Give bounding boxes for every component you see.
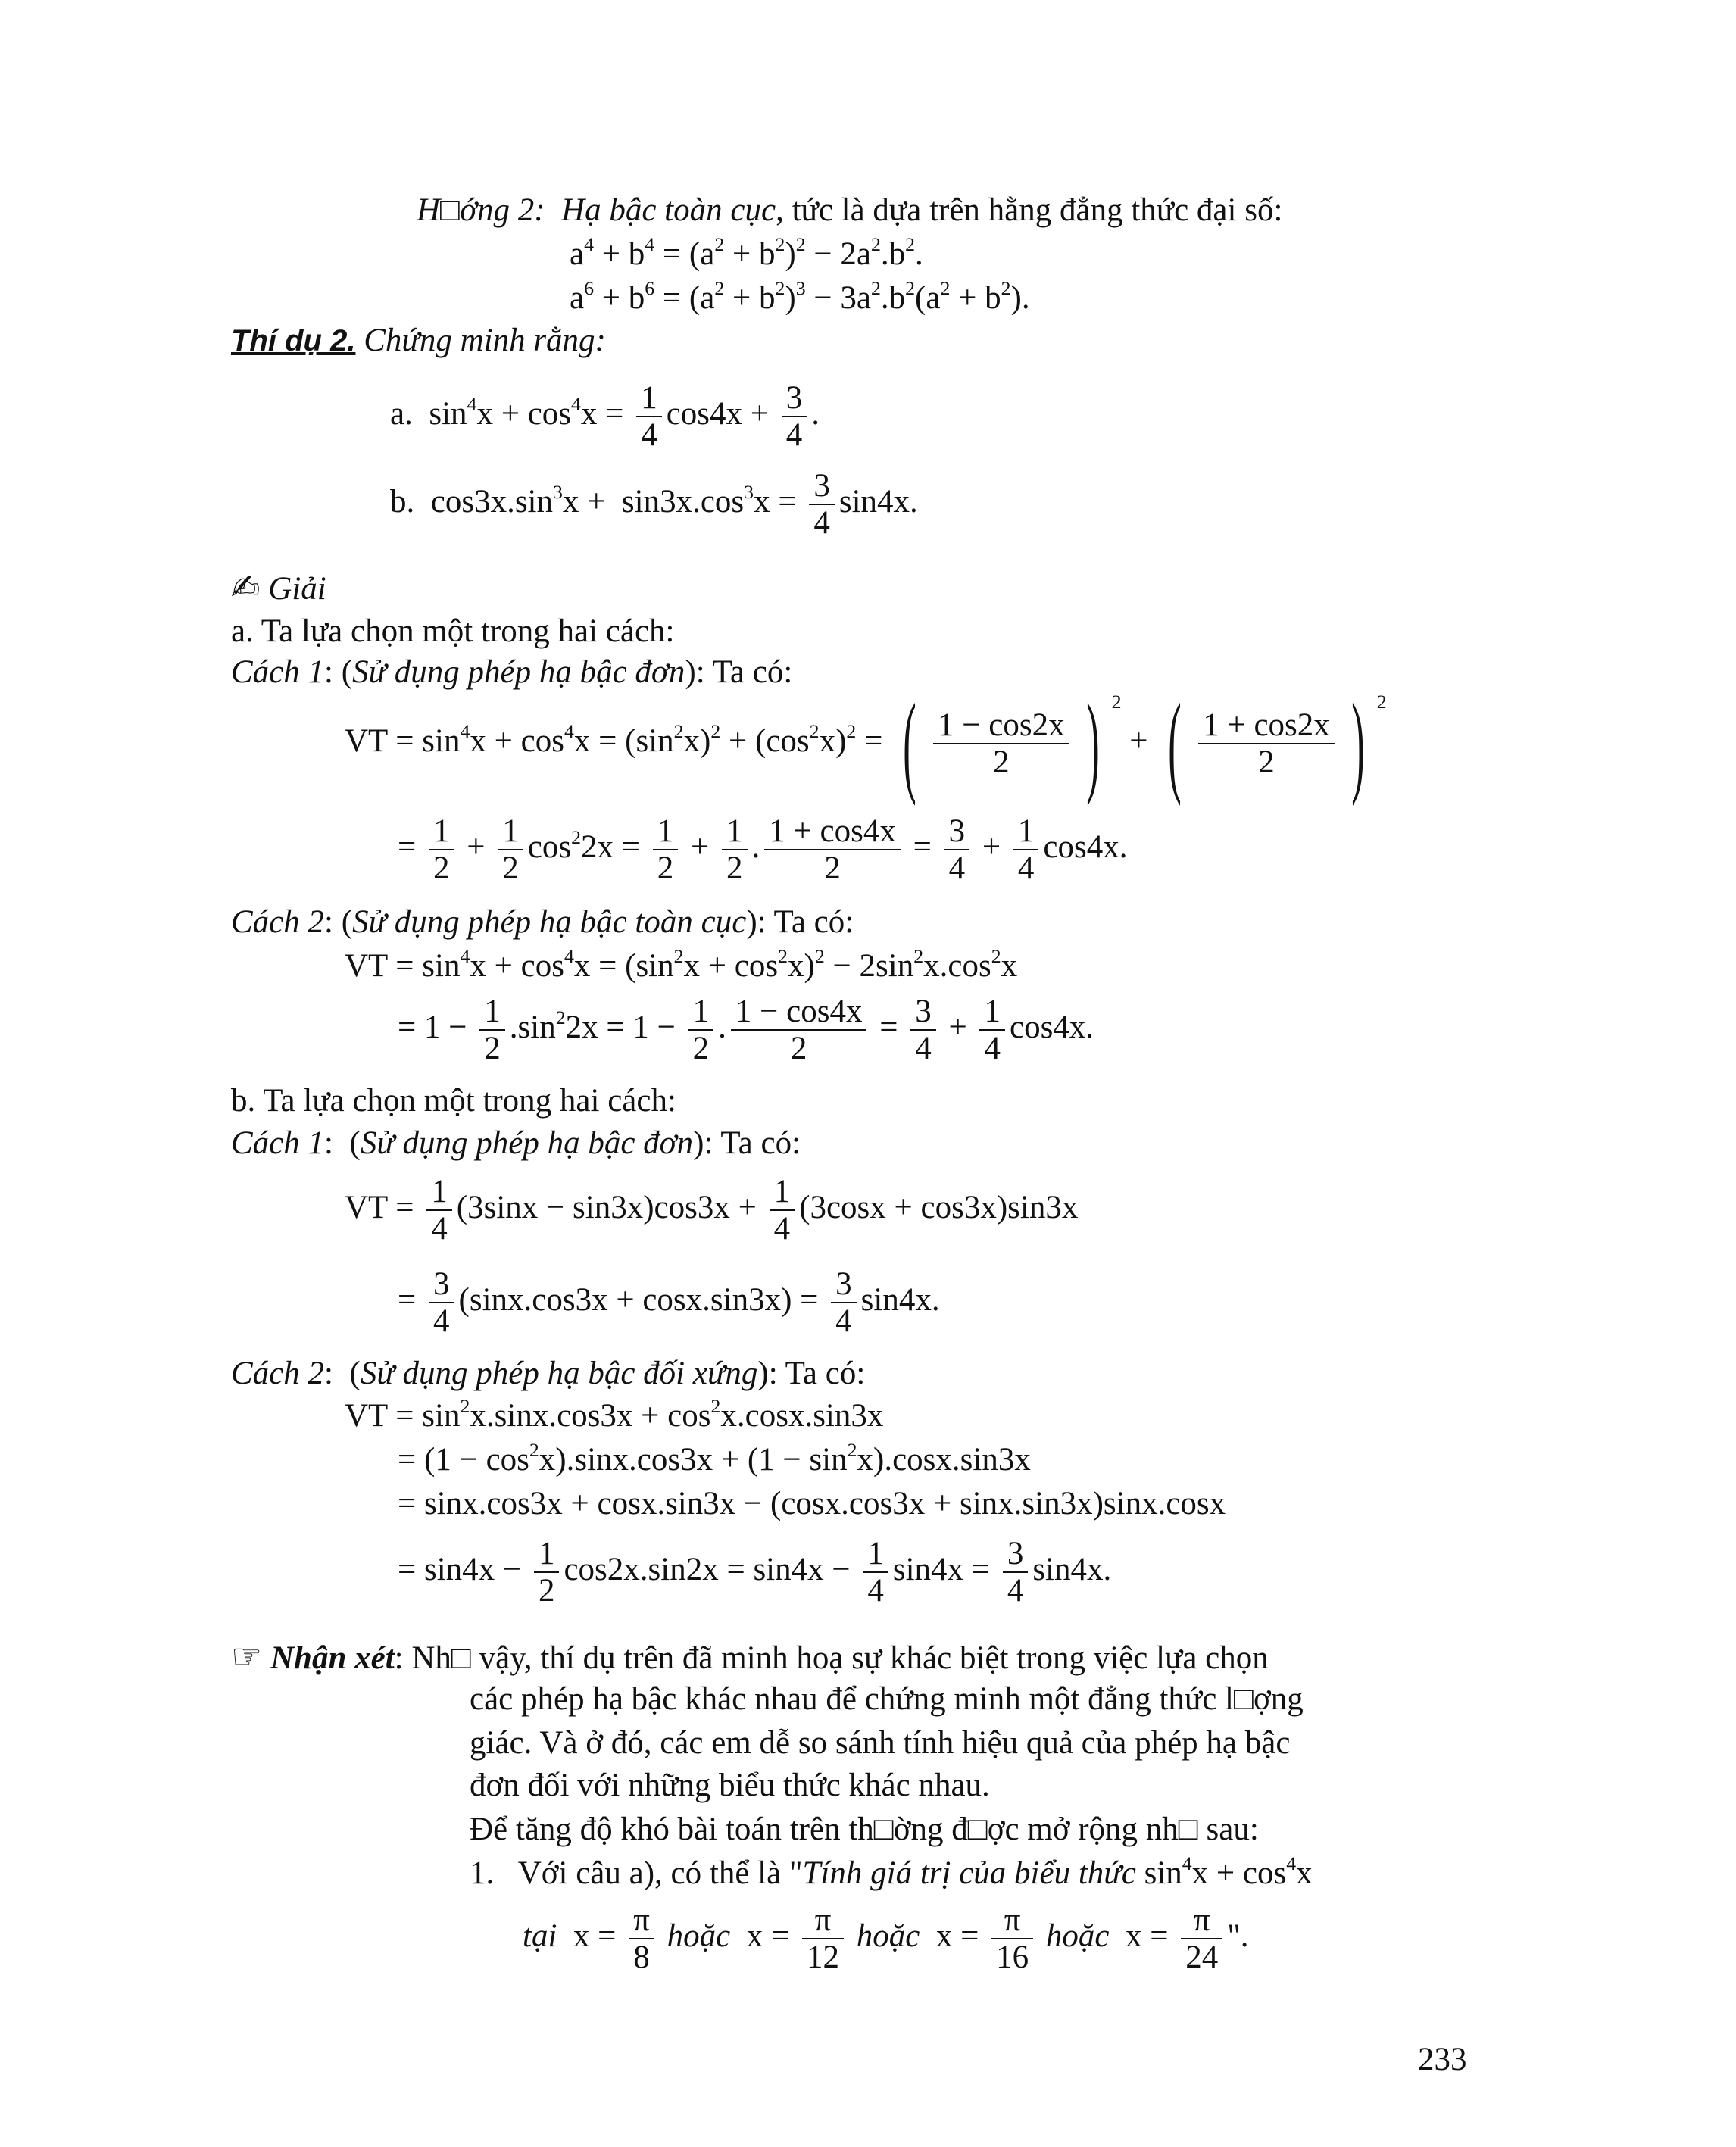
remark-line-4: Để tăng độ khó bài toán trên th□ờng đ□ợc mở rộng nh□ sau: [470,1812,1259,1847]
pointing-hand-icon: ☞ [231,1636,263,1677]
remark-line-0: ☞ Nhận xét: Nh□ vậy, thí dụ trên đã minh hoạ sự khác biệt trong việc lựa chọn [231,1636,1269,1677]
identity-4: $a^4 + b^4 = (a^2 + b^2)^2 - 2a^2.b^2$. [570,232,923,272]
a-intro: a. Ta lựa chọn một trong hai cách: [231,613,675,649]
pencil-writing-icon: ✍ [231,566,261,607]
identity-6: $a^6 + b^6 = (a^2 + b^2)^3 - 3a^2.b^2(a^2 + b^2)$. [570,276,1030,316]
problem-b: b. $\cos 3x.\sin^3x + \sin 3x.\cos^3x$ = $\frac{3}{4}$ sin4x. [390,468,918,541]
b-intro: b. Ta lựa chọn một trong hai cách: [231,1083,676,1119]
huong2-line: H□ớng 2: Hạ bậc toàn cục, tức là dựa trên hằng đẳng thức đại số: [417,192,1283,228]
remark-line-3: đơn đối với những biểu thức khác nhau. [470,1768,990,1803]
a-cach2-line: Cách 2: (Sử dụng phép hạ bậc toàn cục): Ta có: [231,904,854,940]
b-cach2-line: Cách 2: (Sử dụng phép hạ bậc đối xứng): Ta có: [231,1356,866,1391]
b-cach2-eq4: = sin4x − $\frac{1}{2}$ cos2x.sin2x = sin4x − $\frac{1}{4}$ sin4x = $\frac{3}{4}$ sin4x. [398,1536,1112,1609]
page-number: 233 [1418,2042,1467,2077]
a-cach1-line: Cách 1: (Sử dụng phép hạ bậc đơn): Ta có: [231,654,793,690]
b-cach2-eq2: = $(1 - \cos^2x).\sin x.\cos 3x + (1 - \sin^2x).\cos x.\sin 3x$ [398,1438,1031,1478]
remark-item-1: 1. Với câu a), có thể là "Tính giá trị của biểu thức $\sin^4x + \cos^4x$ [470,1852,1313,1891]
remark-item-1-values: tại x = $\frac{\pi}{8}$ hoặc x = $\frac{\pi}{12}$ hoặc x = $\frac{\pi}{16}$ hoặc x = $\frac{\pi}{24}$ ". [523,1902,1249,1976]
a-cach1-eq1: VT = $\sin^4x + \cos^4x = (\sin^2x)^2 + (\cos^2x)^2$ = ( $\frac{1 - \cos 2x}{2}$ ) $^2$ + ( $\frac{1 + \cos 2x}{2}$ ) $^2$ [345,681,1387,807]
b-cach2-eq1: VT = $\sin^2x.\sin x.\cos 3x + \cos^2x.\cos x.\sin 3x$ [345,1394,884,1434]
remark-line-1: các phép hạ bậc khác nhau để chứng minh một đẳng thức l□ợng [470,1681,1304,1717]
b-cach1-line: Cách 1: (Sử dụng phép hạ bậc đơn): Ta có: [231,1125,801,1161]
huong2-title: Hạ bậc toàn cục [561,192,776,228]
example-heading-line: Thí dụ 2. Chứng minh rằng: [231,323,606,358]
a-cach1-eq2: = $\frac{1}{2}$ + $\frac{1}{2}$ $\cos^22x$ = $\frac{1}{2}$ + $\frac{1}{2}$ . $\frac{1 + \cos 4x}{2}$ = $\frac{3}{4}$ + $\frac{1}{4}$ cos4x. [398,813,1128,887]
b-cach2-eq3: = sinx.cos3x + cosx.sin3x − (cosx.cos3x + sinx.sin3x)sinx.cosx [398,1486,1226,1521]
b-cach1-eq2: = $\frac{3}{4}$ (sinx.cos3x + cosx.sin3x) = $\frac{3}{4}$ sin4x. [398,1266,940,1340]
problem-a: a. $\sin^4x + \cos^4x$ = $\frac{1}{4}$ cos4x + $\frac{3}{4}$ . [390,380,820,454]
solution-heading: ✍ Giải [231,566,326,607]
b-cach1-eq1: VT = $\frac{1}{4}$ (3sinx − sin3x)cos3x + $\frac{1}{4}$ (3cosx + cos3x)sin3x [345,1174,1079,1247]
a-cach2-eq2: = 1 − $\frac{1}{2}$ $.\sin^22x = 1$ − $\frac{1}{2}$ . $\frac{1 - \cos 4x}{2}$ = $\frac{3}{4}$ + $\frac{1}{4}$ cos4x. [398,994,1094,1067]
a-cach2-eq1: VT = $\sin^4x + \cos^4x = (\sin^2x + \cos^2x)^2 - 2\sin^2x.\cos^2x$ [345,944,1018,984]
example-heading: Thí dụ 2. [231,324,356,357]
remark-line-2: giác. Và ở đó, các em dễ so sánh tính hiệu quả của phép hạ bậc [470,1725,1291,1761]
